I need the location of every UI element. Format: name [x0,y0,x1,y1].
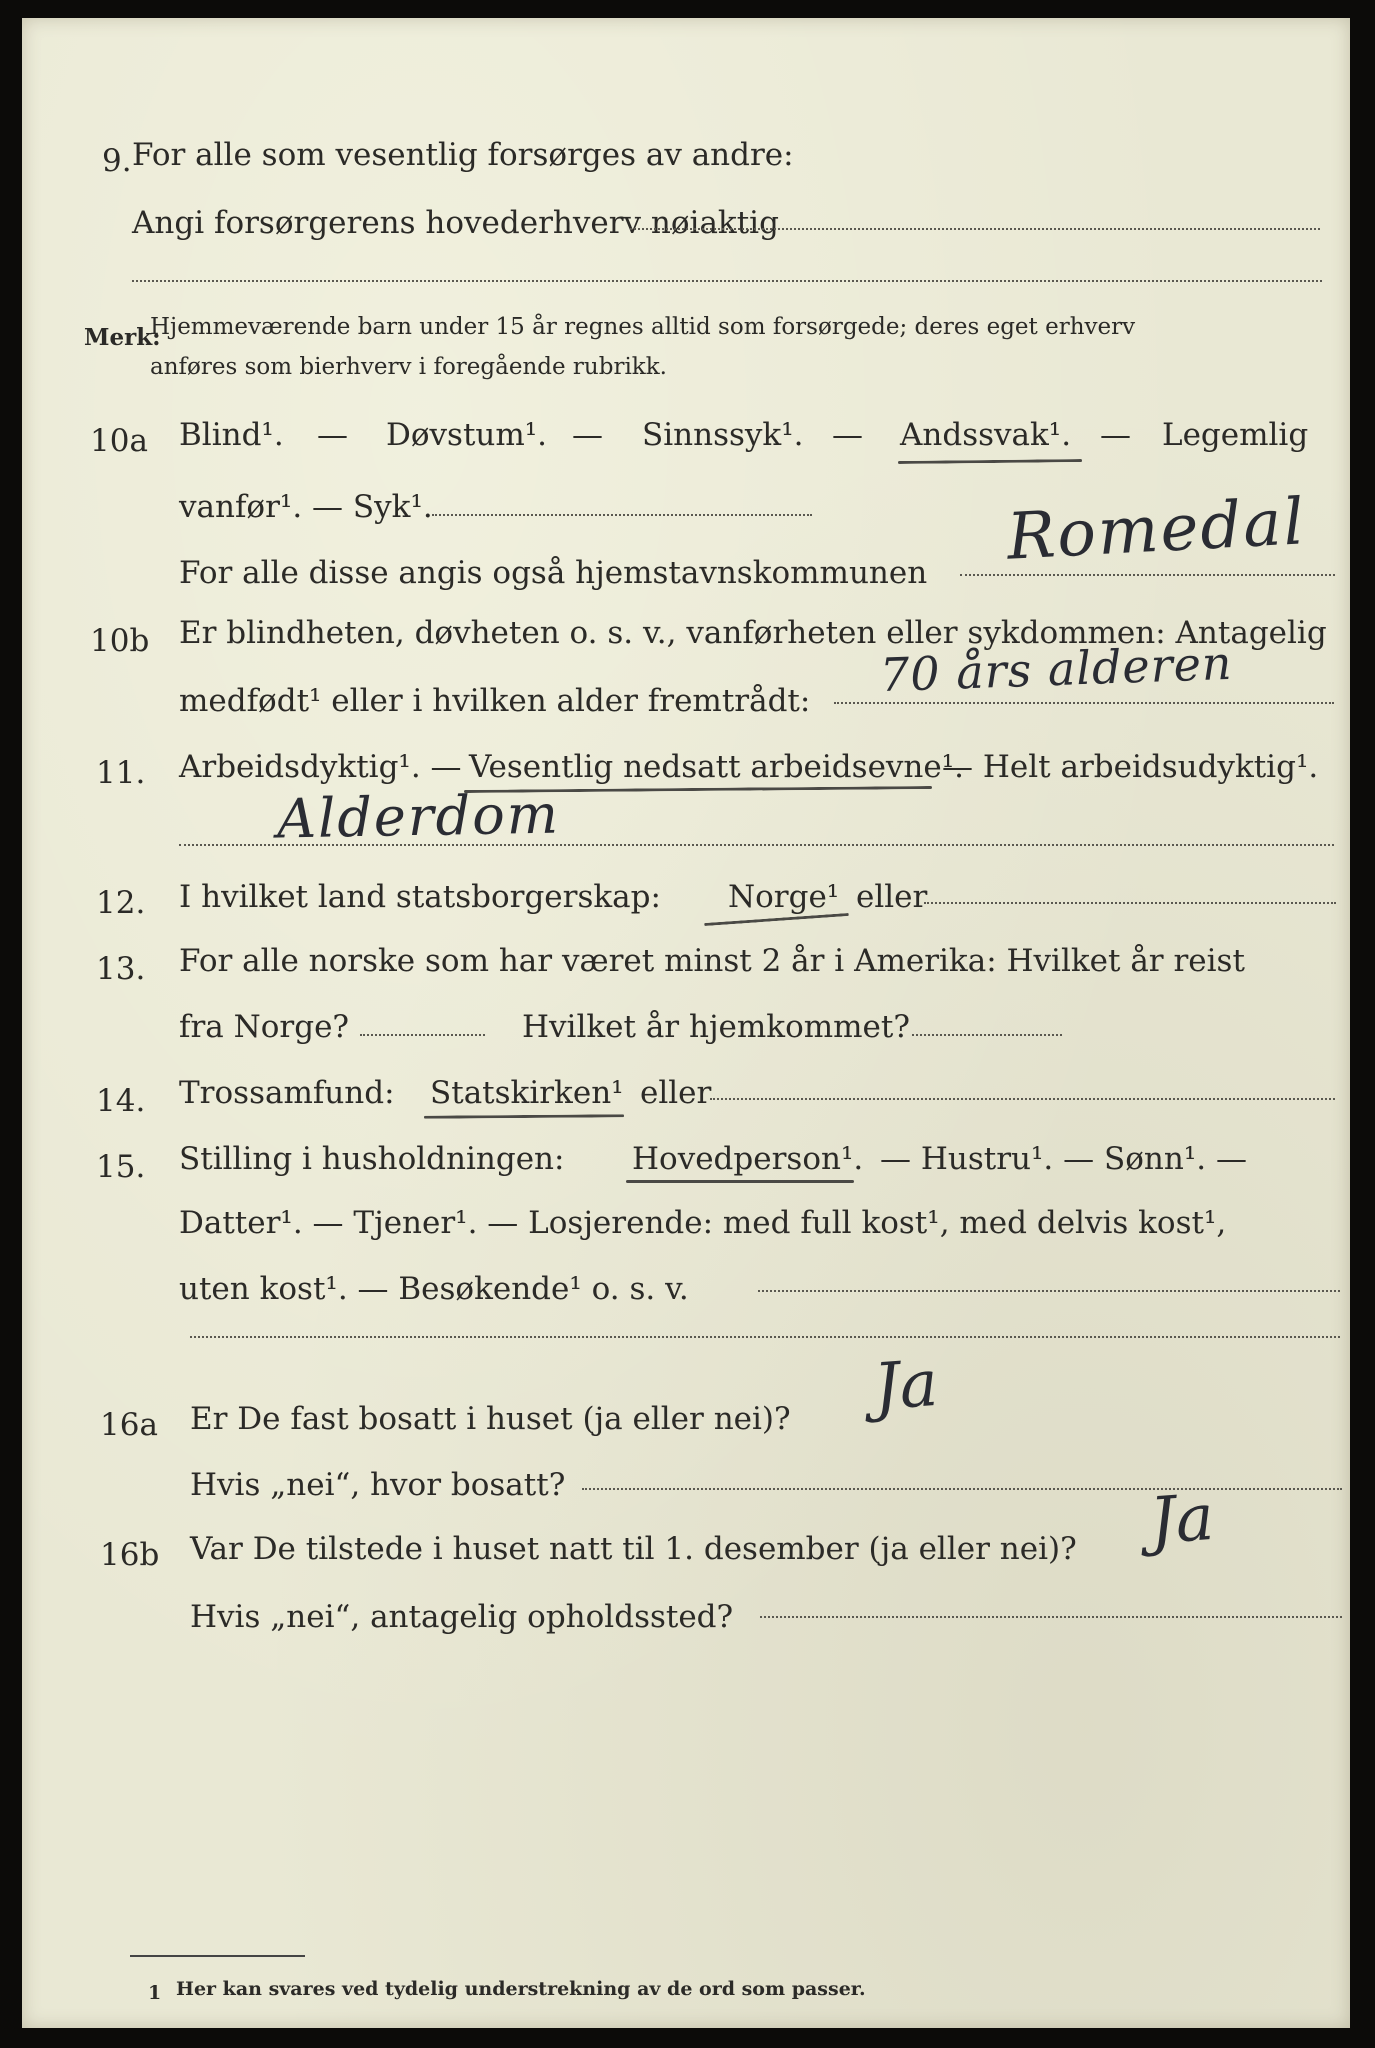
q10a-dash1: — [317,417,348,453]
q12-number: 12. [96,885,146,921]
q9-answer-line-2[interactable] [132,280,1322,282]
q13-hjemkommet-line[interactable] [912,1034,1062,1036]
q10a-syk-line[interactable] [432,514,812,516]
q10a-dash2: — [572,417,603,453]
census-form-page [22,18,1350,2028]
footnote-text: Her kan svares ved tydelig understrekning av de ord som passer. [176,1978,866,2000]
q10a-line2: vanfør¹. — Syk¹. [179,489,433,525]
q12-answer-line[interactable] [924,902,1336,904]
q16b-line2: Hvis „nei“, antagelig opholdssted? [190,1599,734,1635]
q14-eller: eller [640,1075,712,1111]
q14-statskirken-underline [424,1114,624,1118]
q13-part2: Hvilket år hjemkommet? [522,1009,910,1045]
footnote-mark: 1 [148,1982,162,2004]
q14-answer-line[interactable] [710,1098,1335,1100]
q16a-answer-line[interactable] [582,1488,1342,1490]
q16a-line2: Hvis „nei“, hvor bosatt? [190,1467,566,1503]
footnote-rule [130,1955,305,1957]
q13-line1: For alle norske som har været minst 2 år i Amerika: Hvilket år reist [179,943,1245,979]
q10b-line1: Er blindheten, døvheten o. s. v., vanførheten eller sykdommen: Antagelig [179,615,1327,651]
q16a-number: 16a [100,1407,158,1443]
q10b-number: 10b [90,623,150,659]
q14-statskirken[interactable]: Statskirken¹ [430,1075,624,1111]
q11-part1: Arbeidsdyktig¹. — [179,749,462,785]
q15-text: Stilling i husholdningen: [179,1141,565,1177]
q10a-andssvak[interactable]: Andssvak¹. [900,417,1072,453]
q15-hovedperson-underline [626,1180,854,1183]
q15-line3: uten kost¹. — Besøkende¹ o. s. v. [179,1271,689,1307]
q16a-handwritten-answer: Ja [871,1346,941,1426]
q13-number: 13. [96,951,146,987]
q10a-dash3: — [832,417,863,453]
q11-part3: — Helt arbeidsudyktig¹. [942,749,1319,785]
merk-label: Merk: [84,324,161,351]
q12-text: I hvilket land statsborgerskap: [179,879,661,915]
q11-answer-line[interactable] [179,844,1334,846]
q10a-dash4: — [1100,417,1131,453]
q11-part2[interactable]: Vesentlig nedsatt arbeidsevne¹. [469,749,965,785]
q15-number: 15. [96,1149,146,1185]
q16b-line1: Var De tilstede i huset natt til 1. desember (ja eller nei)? [190,1531,1077,1567]
q16a-line1: Er De fast bosatt i huset (ja eller nei)? [190,1401,791,1437]
q15-rest1: — Hustru¹. — Sønn¹. — [880,1141,1247,1177]
q16b-answer-line[interactable] [760,1616,1342,1618]
merk-line2: anføres som bierhverv i foregående rubrikk. [150,354,667,380]
q10b-line2: medfødt¹ eller i hvilken alder fremtrådt: [179,683,811,719]
q10a-blind: Blind¹. [179,417,284,453]
q14-text: Trossamfund: [179,1075,395,1111]
q16b-number: 16b [100,1537,160,1573]
q14-number: 14. [96,1083,146,1119]
q10b-handwritten-answer: 70 års alderen [879,635,1234,703]
q12-norge[interactable]: Norge¹ [728,879,840,915]
q10a-legemlig: Legemlig [1162,417,1309,453]
q15-line2: Datter¹. — Tjener¹. — Losjerende: med full kost¹, med delvis kost¹, [179,1205,1227,1241]
q10a-dovstum: Døvstum¹. [386,417,548,453]
q10a-andssvak-underline [898,459,1082,464]
q13-part1: fra Norge? [179,1009,350,1045]
q11-number: 11. [96,755,146,791]
q10a-line3: For alle disse angis også hjemstavnskommunen [179,555,928,591]
q15-answer-line[interactable] [758,1290,1340,1292]
q10a-sinnssyk: Sinnssyk¹. [642,417,804,453]
q16b-handwritten-answer: Ja [1147,1480,1217,1560]
q10a-handwritten-answer: Romedal [1005,485,1308,575]
q13-reist-line[interactable] [360,1034,485,1036]
q10a-number: 10a [90,423,148,459]
q9-line2: Angi forsørgerens hovederhverv nøiaktig [132,205,779,241]
q12-eller: eller [856,879,928,915]
q15-answer-line-2[interactable] [190,1336,1340,1338]
q9-number: 9. [102,143,132,179]
q9-line1: For alle som vesentlig forsørges av andre: [132,137,794,173]
merk-line1: Hjemmeværende barn under 15 år regnes alltid som forsørgede; deres eget erhverv [150,314,1136,340]
q15-hovedperson[interactable]: Hovedperson¹. [632,1141,864,1177]
q9-answer-line[interactable] [630,228,1320,230]
q10b-answer-line[interactable] [834,702,1334,704]
q11-handwritten-answer: Alderdom [276,782,561,851]
